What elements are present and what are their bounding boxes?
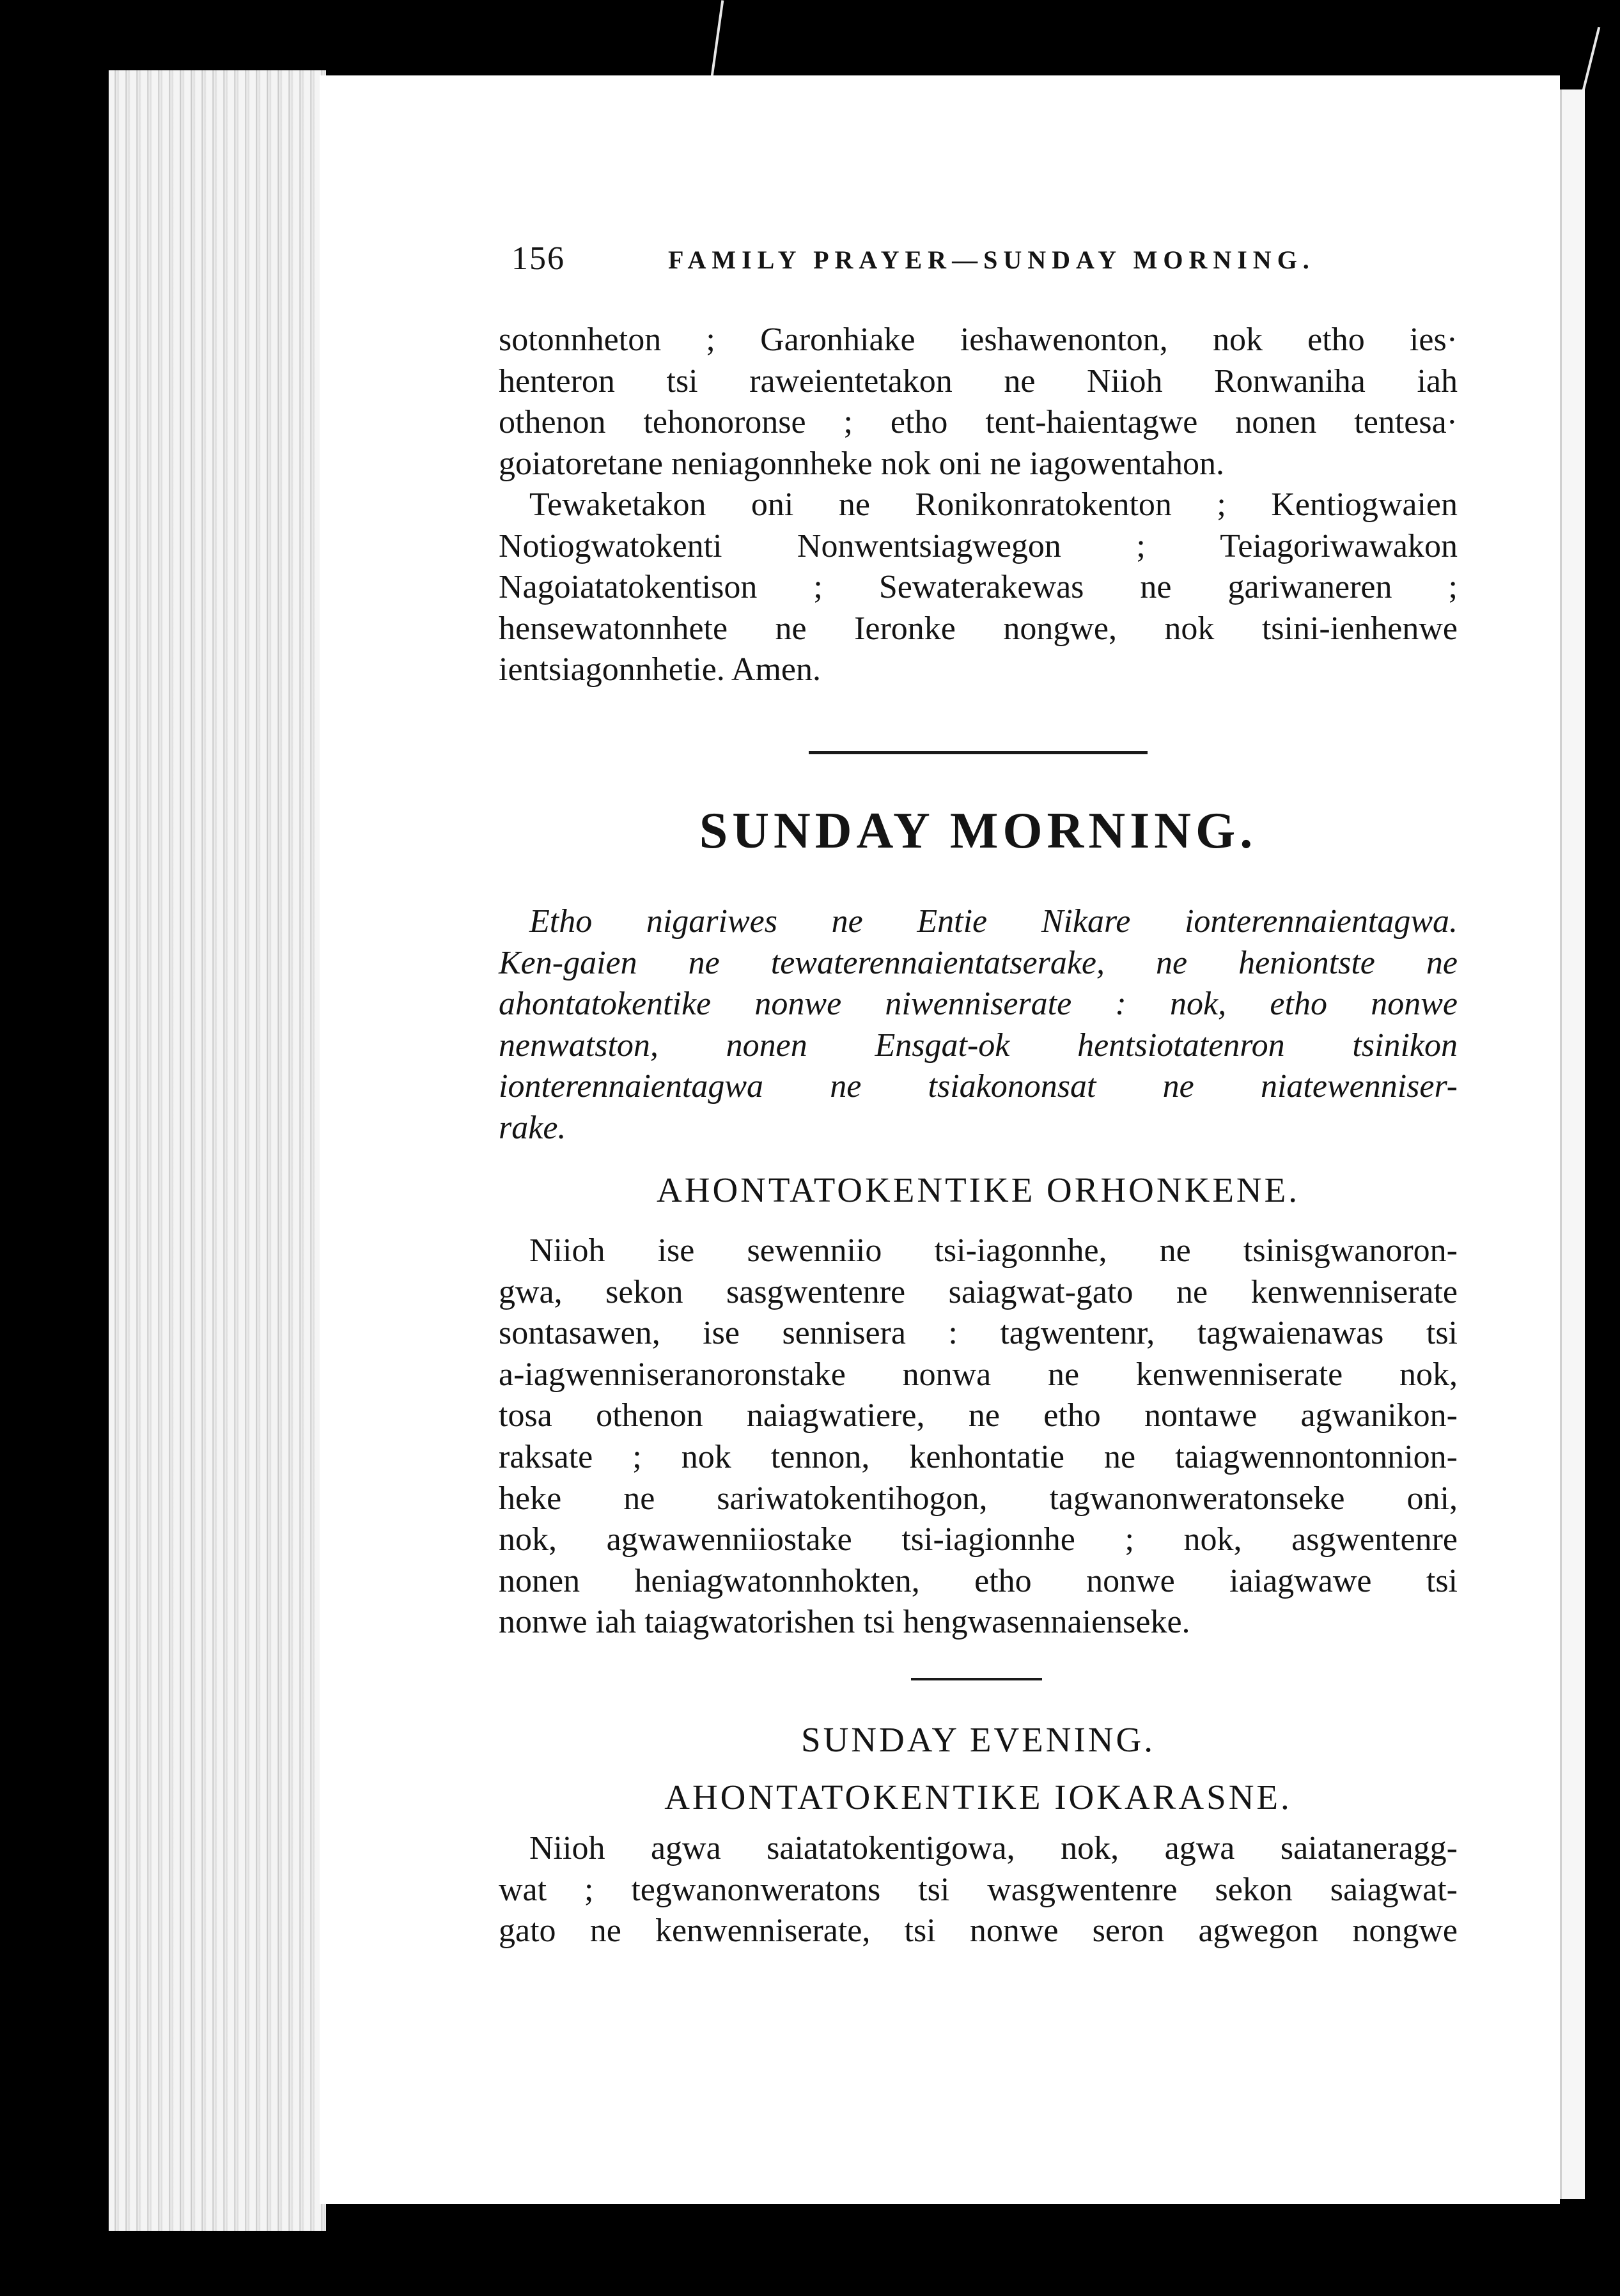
text-line: Notiogwatokenti Nonwentsiagwegon ; Teiagoriwawakon <box>499 527 1458 564</box>
evening-heading: AHONTATOKENTIKE IOKARASNE. <box>664 1778 1292 1817</box>
text-line: nok, agwawenniiostake tsi-iagionnhe ; nok, asgwentenre <box>499 1521 1458 1558</box>
text-line: Niioh agwa saiatatokentigowa, nok, agwa saiataneragg- <box>529 1830 1458 1866</box>
running-header <box>511 240 1315 278</box>
text-line: nonen heniagwatonnhokten, etho nonwe iaiagwawe tsi <box>499 1562 1458 1599</box>
text-line: tosa othenon naiagwatiere, ne etho nontawe agwanikon- <box>499 1397 1458 1434</box>
text-line: raksate ; nok tennon, kenhontatie ne taiagwennontonnion- <box>499 1438 1458 1475</box>
page-stack-edge <box>109 70 326 2231</box>
text-line: heke ne sariwatokentihogon, tagwanonweratonseke oni, <box>499 1480 1458 1517</box>
running-title: FAMILY PRAYER—SUNDAY MORNING. <box>668 245 1315 274</box>
text-line: Tewaketakon oni ne Ronikonratokenton ; Kentiogwaien <box>529 486 1458 523</box>
evening-title: SUNDAY EVENING. <box>801 1720 1155 1759</box>
text-line: Etho nigariwes ne Entie Nikare ionterennaientagwa. <box>529 903 1458 940</box>
text-line: rake. <box>499 1109 566 1146</box>
page-right-edge <box>1560 89 1585 2199</box>
text-line: henteron tsi raweientetakon ne Niioh Ronwaniha iah <box>499 362 1458 399</box>
text-line: ahontatokentike nonwe niwenniserate : nok, etho nonwe <box>499 986 1458 1023</box>
text-line: Nagoiatatokentison ; Sewaterakewas ne gariwaneren ; <box>499 569 1458 606</box>
text-line: hensewatonnhete ne Ieronke nongwe, nok tsini-ienhenwe <box>499 610 1458 647</box>
page-number: 156 <box>511 240 565 277</box>
section-divider <box>911 1678 1042 1680</box>
text-line: nenwatston, nonen Ensgat-ok hentsiotatenron tsinikon <box>499 1027 1458 1064</box>
text-line: ionterennaientagwa ne tsiakononsat ne niatewenniser- <box>499 1068 1458 1105</box>
evening-prayer <box>499 1828 1458 1952</box>
text-line: nonwe iah taiagwatorishen tsi hengwasennaienseke. <box>499 1604 1190 1641</box>
intro-paragraph <box>499 320 1458 485</box>
text-line: a-iagwenniseranoronstake nonwa ne kenwenniserate nok, <box>499 1356 1458 1393</box>
text-line: sontasawen, ise sennisera : tagwentenr, tagwaienawas tsi <box>499 1315 1458 1352</box>
italic-note <box>499 901 1458 1149</box>
text-line: wat ; tegwanonweratons tsi wasgwentenre sekon saiagwat- <box>499 1871 1458 1908</box>
text-line: othenon tehonoronse ; etho tent-haientagwe nonen tentesa· <box>499 404 1458 441</box>
text-line: ientsiagonnhetie. Amen. <box>499 651 822 688</box>
intro-paragraph <box>499 485 1458 691</box>
text-line: gwa, sekon sasgwentenre saiagwat-gato ne kenwenniserate <box>499 1273 1458 1310</box>
text-line: gato ne kenwenniserate, tsi nonwe seron agwegon nongwe <box>499 1912 1458 1950</box>
text-line: sotonnheton ; Garonhiake ieshawenonton, nok etho ies· <box>499 322 1458 358</box>
morning-prayer <box>499 1230 1458 1643</box>
text-line: goiatoretane neniagonnheke nok oni ne iagowentahon. <box>499 445 1224 482</box>
morning-heading: AHONTATOKENTIKE ORHONKENE. <box>657 1170 1300 1209</box>
section-title: SUNDAY MORNING. <box>699 803 1258 859</box>
text-line: Ken-gaien ne tewaterennaientatserake, ne heniontste ne <box>499 944 1458 981</box>
section-divider <box>809 751 1148 754</box>
text-line: Niioh ise sewenniio tsi-iagonnhe, ne tsinisgwanoron- <box>529 1232 1458 1269</box>
